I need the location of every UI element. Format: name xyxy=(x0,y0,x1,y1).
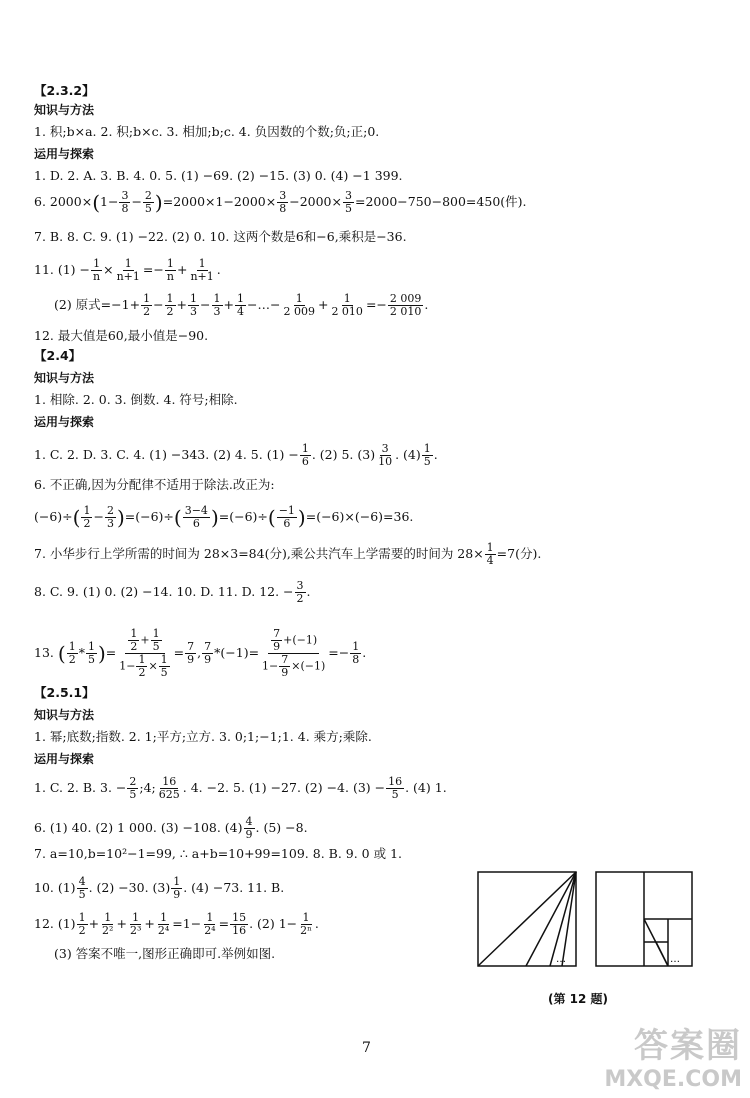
denominator: 2 xyxy=(68,653,76,666)
figure-right xyxy=(596,872,692,966)
numerator: 1 xyxy=(198,257,206,270)
paren: ) xyxy=(210,505,219,530)
fraction xyxy=(156,912,171,937)
numerator: 1 xyxy=(87,640,95,653)
fraction xyxy=(188,258,215,283)
answer-line-11-1 xyxy=(34,258,221,283)
answer-line-10 xyxy=(34,876,284,901)
numerator: 16 xyxy=(388,775,403,788)
denominator: 9 xyxy=(245,828,253,841)
denominator: 9 xyxy=(273,640,281,653)
text: =(−6)÷ xyxy=(218,509,268,524)
text: 1. C. 2. B. 3. − xyxy=(34,780,127,795)
numerator: 1 xyxy=(160,653,168,666)
text: =7(分). xyxy=(496,546,542,561)
answer-line: 12. 最大值是60,最小值是−90. xyxy=(34,328,209,343)
numerator: 7 xyxy=(273,627,281,640)
denominator: 8 xyxy=(352,653,360,666)
answer-line-1 xyxy=(34,443,438,468)
answer-line-7 xyxy=(34,542,541,567)
complex-fraction xyxy=(260,628,327,679)
numerator: $\frac{7}{9}$ +(−1) xyxy=(268,628,319,654)
fraction xyxy=(185,641,196,666)
numerator: 2 xyxy=(144,189,152,202)
fraction xyxy=(141,293,152,318)
text: 6. 2000× xyxy=(34,194,93,209)
numerator: 7 xyxy=(204,640,212,653)
numerator: 3 xyxy=(344,189,352,202)
answer-line-13: 13. ( $\frac{1}{2}$ * $\frac{1}{5}$ )= $\frac{1}{2}$ + $\frac{1}{5}$ 1− $\frac{1}{2}$ × $\frac{1}{5}$ = $\frac{7}{9}$ , $\frac{7}{9}$ *(−1)= $\frac{7}{9}$ +(−1) 1− $\frac{7}{9}$ ×(−1) =− $\frac{1}{8}$ . xyxy=(34,627,367,679)
numerator: 1 xyxy=(78,911,86,924)
text: =− xyxy=(328,645,350,660)
numerator: 1 xyxy=(104,911,112,924)
denominator: 5 xyxy=(78,888,86,901)
fraction xyxy=(329,293,365,318)
denominator: 16 xyxy=(232,924,247,937)
fraction xyxy=(157,776,182,801)
fraction xyxy=(188,293,199,318)
fraction xyxy=(279,654,290,679)
fraction xyxy=(136,654,147,679)
text: + xyxy=(176,297,188,312)
denominator: 2³ xyxy=(129,924,142,937)
denominator: 5 xyxy=(87,653,95,666)
numerator: 7 xyxy=(187,640,195,653)
text: . xyxy=(362,645,367,660)
denominator: 9 xyxy=(204,653,212,666)
fraction xyxy=(277,505,297,530)
paren: ( xyxy=(267,505,276,530)
subheading-practice: 运用与探索 xyxy=(34,147,95,161)
numerator: 1 xyxy=(143,292,151,305)
answer-line: 1. 相除. 2. 0. 3. 倒数. 4. 符号;相除. xyxy=(34,392,238,407)
fraction xyxy=(277,190,288,215)
denominator: 625 xyxy=(158,788,180,801)
denominator: 2 009 xyxy=(283,305,315,318)
denominator: 4 xyxy=(486,554,494,567)
fraction xyxy=(295,580,306,605)
text: 13. xyxy=(34,645,54,660)
text: . xyxy=(424,297,429,312)
text: 12. (1) xyxy=(34,916,76,931)
fraction xyxy=(212,293,223,318)
denominator: 3 xyxy=(190,305,198,318)
page-number: 7 xyxy=(362,1040,371,1056)
numerator: 1 xyxy=(237,292,244,305)
denominator: 5 xyxy=(129,788,137,801)
text: 1− xyxy=(100,194,119,209)
fraction xyxy=(81,505,92,530)
denominator: 2 xyxy=(78,924,86,937)
subheading-knowledge: 知识与方法 xyxy=(34,371,95,385)
fraction xyxy=(386,776,404,801)
fraction xyxy=(298,912,314,937)
numerator: 1 xyxy=(423,442,431,455)
subheading-knowledge: 知识与方法 xyxy=(34,708,95,722)
fraction xyxy=(422,443,433,468)
figure-right-diag-2 xyxy=(656,942,668,966)
denominator: 2ⁿ xyxy=(300,924,312,937)
figure-left-dots: … xyxy=(556,954,566,965)
paren: ( xyxy=(57,641,66,666)
fraction xyxy=(100,912,115,937)
paren: ) xyxy=(154,190,163,215)
text: − xyxy=(153,297,164,312)
numerator: 7 xyxy=(281,653,289,666)
text: × xyxy=(103,262,114,277)
text: = xyxy=(218,916,230,931)
text: =2000×1−2000× xyxy=(162,194,277,209)
figure-left xyxy=(478,872,576,966)
text: =(−6)÷ xyxy=(124,509,174,524)
numerator: 1 xyxy=(173,875,181,888)
answer-line-11-2 xyxy=(54,293,428,318)
subheading-knowledge: 知识与方法 xyxy=(34,103,95,117)
answer-line-12-3: (3) 答案不唯一,图形正确即可.举例如图. xyxy=(54,946,276,961)
fraction xyxy=(151,628,162,653)
fraction xyxy=(183,505,210,530)
denominator: 5 xyxy=(391,788,399,801)
paren: ) xyxy=(116,505,125,530)
denominator: 2⁴ xyxy=(157,924,170,937)
fraction xyxy=(115,258,142,283)
paren: ( xyxy=(92,190,100,215)
fraction xyxy=(202,912,217,937)
text: −…− xyxy=(247,297,281,312)
paren: ) xyxy=(97,641,106,666)
text: =− xyxy=(365,297,387,312)
denominator: 5 xyxy=(144,202,152,215)
numerator: 1 xyxy=(130,627,138,640)
watermark xyxy=(604,1018,742,1092)
denominator: 10 xyxy=(378,455,393,468)
fraction xyxy=(165,258,176,283)
numerator: 4 xyxy=(245,815,253,828)
numerator: 1 xyxy=(132,911,140,924)
fraction xyxy=(230,912,248,937)
fraction xyxy=(77,912,88,937)
numerator: 3 xyxy=(121,189,129,202)
numerator: 1 xyxy=(83,504,91,517)
text: + xyxy=(223,297,234,312)
denominator: 1− $\frac{7}{9}$ ×(−1) xyxy=(262,653,326,679)
fraction xyxy=(485,542,496,567)
text: =(−6)×(−6)=36. xyxy=(305,509,414,524)
fraction xyxy=(350,641,361,666)
text: . (2) 5. (3) xyxy=(311,447,376,462)
numerator: 15 xyxy=(232,911,247,924)
answer-line-6 xyxy=(34,190,527,215)
fraction xyxy=(91,258,102,283)
text: . (2) −30. (3) xyxy=(88,880,171,895)
fraction xyxy=(143,190,154,215)
text: − xyxy=(200,297,211,312)
text: . (2) 1− xyxy=(249,916,298,931)
numerator: 1 xyxy=(213,292,221,305)
numerator: 1 xyxy=(160,911,168,924)
paren: ( xyxy=(72,505,81,530)
numerator: 1 xyxy=(166,257,174,270)
section-title-2-5-1: 【2.5.1】 xyxy=(34,685,95,700)
paren: ) xyxy=(297,505,306,530)
section-title-2-3-2: 【2.3.2】 xyxy=(34,83,95,98)
figure-left-line-3 xyxy=(550,872,576,966)
numerator: 16 xyxy=(162,775,177,788)
numerator: 1 xyxy=(93,257,101,270)
numerator: 2 xyxy=(129,775,137,788)
denominator: n xyxy=(93,270,101,283)
subheading-practice: 运用与探索 xyxy=(34,415,95,429)
numerator: 1 xyxy=(190,292,198,305)
denominator: 2 010 xyxy=(389,305,422,318)
text: − xyxy=(131,194,142,209)
fraction xyxy=(128,912,143,937)
numerator: 1 xyxy=(343,292,351,305)
fraction xyxy=(67,641,78,666)
text: 10. (1) xyxy=(34,880,76,895)
denominator: 5 xyxy=(152,640,160,653)
denominator: 2 xyxy=(83,517,91,530)
numerator: 1 xyxy=(124,257,132,270)
answer-line-1 xyxy=(34,776,447,801)
numerator: 2 009 xyxy=(389,292,422,305)
fraction xyxy=(300,443,311,468)
denominator: 1− $\frac{1}{2}$ × $\frac{1}{5}$ xyxy=(119,653,168,679)
text: . xyxy=(216,262,221,277)
numerator: 2 xyxy=(106,504,114,517)
text: . xyxy=(314,916,319,931)
numerator: −1 xyxy=(278,504,295,517)
fraction xyxy=(202,641,213,666)
text: + xyxy=(317,297,329,312)
text: + xyxy=(176,262,188,277)
text: ;4; xyxy=(139,780,156,795)
numerator: $\frac{1}{2}$ + $\frac{1}{5}$ xyxy=(125,628,164,654)
denominator: 8 xyxy=(121,202,129,215)
answer-line: 1. 幂;底数;指数. 2. 1;平方;立方. 3. 0;1;−1;1. 4. 乘方;乘除. xyxy=(34,729,372,744)
text: . xyxy=(306,584,311,599)
numerator: 4 xyxy=(78,875,86,888)
answer-line-8 xyxy=(34,580,311,605)
fraction xyxy=(165,293,176,318)
fraction xyxy=(128,628,139,653)
denominator: 2 xyxy=(143,305,151,318)
denominator: 6 xyxy=(192,517,200,530)
figure-right-dots: … xyxy=(670,954,680,965)
denominator: 5 xyxy=(160,666,168,679)
denominator: 2 xyxy=(138,666,146,679)
numerator: 1 xyxy=(138,653,146,666)
denominator: 9 xyxy=(187,653,195,666)
watermark-url: MXQE.COM xyxy=(604,1067,742,1092)
text: = xyxy=(173,645,185,660)
denominator: 6 xyxy=(301,455,309,468)
fraction xyxy=(271,628,282,653)
denominator: 5 xyxy=(423,455,431,468)
numerator: 1 xyxy=(486,541,494,554)
text: 1. C. 2. D. 3. C. 4. (1) −343. (2) 4. 5. (1) − xyxy=(34,447,299,462)
numerator: 1 xyxy=(206,911,214,924)
text: . (4) −73. 11. B. xyxy=(183,880,285,895)
answer-line-7: 7. a=10,b=10²−1=99, ∴ a+b=10+99=109. 8. B. 9. 0 或 1. xyxy=(34,846,402,861)
fraction xyxy=(235,293,246,318)
answer-line: 7. B. 8. C. 9. (1) −22. (2) 0. 10. 这两个数是6和−6,乘积是−36. xyxy=(34,229,407,244)
numerator: 1 xyxy=(301,442,309,455)
denominator: 2 xyxy=(166,305,174,318)
numerator: 1 xyxy=(68,640,76,653)
subheading-practice: 运用与探索 xyxy=(34,752,95,766)
fraction xyxy=(119,190,130,215)
numerator: 3 xyxy=(381,442,389,455)
denominator: 2² xyxy=(102,924,114,937)
denominator: 9 xyxy=(173,888,181,901)
fraction xyxy=(171,876,182,901)
text: =1− xyxy=(172,916,202,931)
numerator: 1 xyxy=(166,292,174,305)
numerator: 1 xyxy=(352,640,360,653)
denominator: n xyxy=(166,270,174,283)
text: . xyxy=(433,447,438,462)
section-title-2-4: 【2.4】 xyxy=(34,348,82,363)
fraction xyxy=(77,876,88,901)
denominator: 2 xyxy=(296,592,304,605)
numerator: 3 xyxy=(279,189,287,202)
numerator: 1 xyxy=(152,627,160,640)
answer-line-6b xyxy=(34,505,413,530)
denominator: n+1 xyxy=(190,270,214,283)
text: −2000× xyxy=(289,194,342,209)
figure-q12 xyxy=(476,870,696,970)
denominator: 8 xyxy=(279,202,287,215)
fraction xyxy=(127,776,138,801)
numerator: 1 xyxy=(295,292,303,305)
denominator: 2 010 xyxy=(331,305,363,318)
text: . (5) −8. xyxy=(255,820,308,835)
figure-left-diagonal xyxy=(478,872,576,966)
fraction xyxy=(343,190,354,215)
text: . 4. −2. 5. (1) −27. (2) −4. (3) − xyxy=(182,780,386,795)
denominator: 5 xyxy=(344,202,352,215)
numerator: 1 xyxy=(302,911,310,924)
text: 7. 小华步行上学所需的时间为 28×3=84(分),乘公共汽车上学需要的时间为 28× xyxy=(34,546,484,561)
fraction xyxy=(376,443,394,468)
denominator: 4 xyxy=(237,305,244,318)
denominator: 3 xyxy=(213,305,221,318)
answer-line: 1. 积;b×a. 2. 积;b×c. 3. 相加;b;c. 4. 负因数的个数;负;正;0. xyxy=(34,124,380,139)
text: 8. C. 9. (1) 0. (2) −14. 10. D. 11. D. 12. − xyxy=(34,584,294,599)
denominator: 6 xyxy=(283,517,291,530)
fraction xyxy=(281,293,317,318)
denominator: 3 xyxy=(106,517,114,530)
denominator: 2⁴ xyxy=(204,924,216,937)
text: 11. (1) − xyxy=(34,262,91,277)
numerator: 3 xyxy=(296,579,304,592)
text: 6. (1) 40. (2) 1 000. (3) −108. (4) xyxy=(34,820,243,835)
text: (2) 原式=−1+ xyxy=(54,297,141,312)
text: =2000−750−800=450(件). xyxy=(354,194,527,209)
text: (−6)÷ xyxy=(34,509,73,524)
figure-caption: (第 12 题) xyxy=(548,992,609,1006)
denominator: 9 xyxy=(281,666,289,679)
text: − xyxy=(93,509,104,524)
watermark-text: 答案圈 xyxy=(634,1026,742,1066)
denominator: 2 xyxy=(130,640,138,653)
answer-line-12: 12. (1) $\frac{1}{2}$ + $\frac{1}{\text{2²}}$ + $\frac{1}{\text{2³}}$ + $\frac{1}{\text{2⁴}}$ =1− $\frac{1}{\text{2⁴}}$ = $\frac{15}{16}$ . (2) 1− $\frac{1}{\text{2ⁿ}}$ . xyxy=(34,911,319,937)
numerator: 3−4 xyxy=(184,504,208,517)
text: =− xyxy=(142,262,164,277)
complex-fraction xyxy=(117,628,172,679)
paren: ( xyxy=(173,505,182,530)
text: . (4) xyxy=(395,447,421,462)
fraction xyxy=(244,816,255,841)
text: , xyxy=(197,645,202,660)
fraction xyxy=(388,293,424,318)
text: . (4) 1. xyxy=(405,780,447,795)
text: = xyxy=(105,645,117,660)
fraction xyxy=(86,641,97,666)
fraction xyxy=(105,505,116,530)
answer-line: 6. 不正确,因为分配律不适用于除法.改正为: xyxy=(34,477,275,492)
fraction xyxy=(159,654,170,679)
answer-line-6 xyxy=(34,816,308,841)
answer-line: 1. D. 2. A. 3. B. 4. 0. 5. (1) −69. (2) −15. (3) 0. (4) −1 399. xyxy=(34,168,403,183)
denominator: n+1 xyxy=(116,270,140,283)
text: *(−1)= xyxy=(214,645,260,660)
